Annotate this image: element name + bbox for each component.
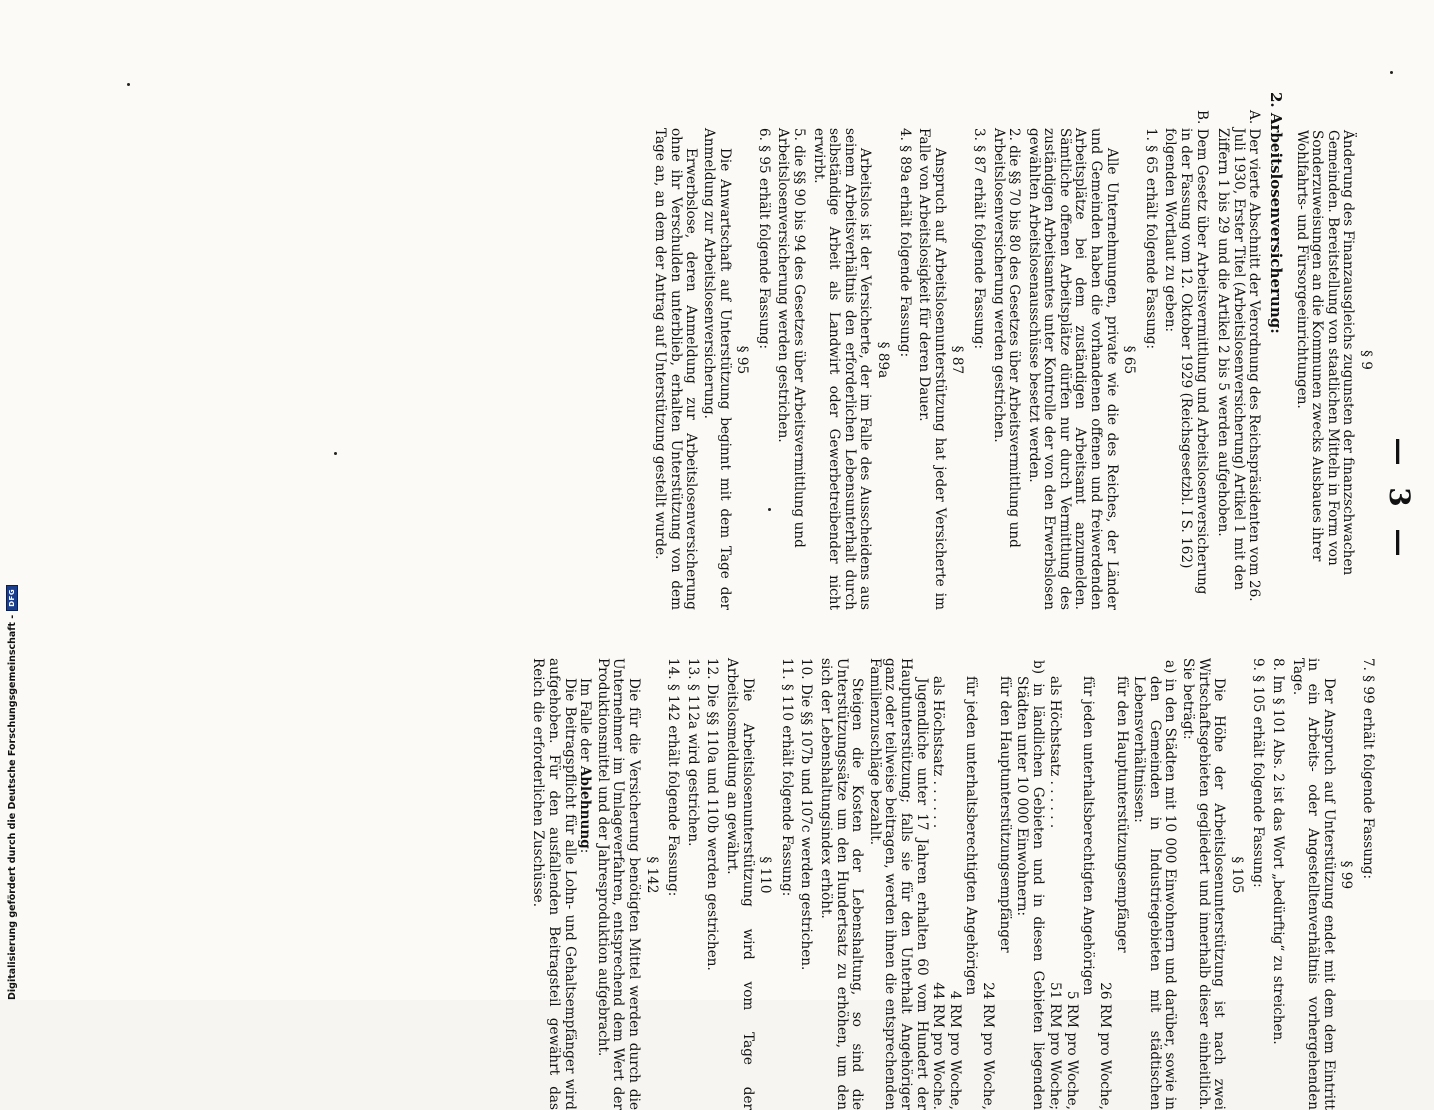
section-title: § 99 (1338, 860, 1355, 890)
rate-value: 5 RM pro Woche, (1063, 990, 1080, 1110)
paragraph: Anspruch auf Arbeitslosenunterstützung hat jeder Versicherte im Falle von Arbeitslosigkeit für deren Dauer. (916, 128, 948, 610)
list-item: 14. § 142 erhält folgende Fassung: (665, 658, 682, 897)
page-number: — 3 — (1383, 437, 1416, 563)
left-column (652, 92, 1379, 610)
list-item: 13. § 112a wird gestrichen. (684, 658, 701, 847)
list-item: 9. § 105 erhält folgende Fassung: (1250, 658, 1267, 888)
paragraph: Die Höhe der Arbeitslosenunterstützung ist nach zwei Wirtschaftsgebieten gegliedert und innerhalb dieser einheitlich. Sie beträgt: (1180, 658, 1228, 1110)
rate-value: 4 RM pro Woche, (946, 990, 963, 1110)
rate-line (979, 640, 995, 1110)
section-title: § 95 (734, 345, 751, 375)
list-item: 3. § 87 erhält folgende Fassung: (970, 128, 987, 350)
rate-line (1097, 640, 1113, 1110)
scan-speck (1390, 71, 1393, 74)
credit-text: Digitalisierung gefördert durch die Deutsche Forschungsgemeinschaft - (6, 614, 18, 1000)
rate-value: 24 RM pro Woche, (979, 982, 996, 1110)
list-item: 5. die §§ 90 bis 94 des Gesetzes über Arbeitsvermittlung und Arbeitslosenversicherung werden gestrichen. (775, 128, 807, 548)
paragraph: Jugendliche unter 17 Jahren erhalten 60 vom Hundert der Hauptunterstützung; falls sie für den Unterhalt Angehöriger ganz oder teilweise beitragen, werden ihnen die entsprechenden Familienzuschläge bezahlt. (866, 658, 930, 1110)
section-title: § 105 (1228, 856, 1245, 894)
section-title: § 89a (874, 341, 891, 379)
sub-item-b: b) in ländlichen Gebieten und in diesen Gebieten liegenden Städten unter 10 000 Einwohnern: (1014, 660, 1046, 1110)
list-item: 10. Die §§ 107b und 107c werden gestrichen. (798, 658, 815, 971)
section-title: § 65 (1121, 345, 1138, 375)
rate-line (1063, 640, 1079, 1110)
scan-speck (334, 452, 337, 455)
list-item: 11. § 110 erhält folgende Fassung: (778, 658, 795, 897)
rate-line (946, 640, 962, 1110)
paragraph: Die Anwartschaft auf Unterstützung beginnt mit dem Tage der Anmeldung zur Arbeitslosenversicherung. (701, 128, 733, 610)
rate-value: 51 RM pro Woche; (1047, 981, 1064, 1110)
text-run: : (577, 848, 594, 854)
rate-line (963, 640, 979, 1110)
section-heading: 2. Arbeitslosenversicherung: (1267, 92, 1286, 334)
rate-line (930, 640, 946, 1110)
scan-speck (768, 508, 771, 511)
paragraph: Arbeitslos ist der Versicherte, der im Falle des Ausscheidens aus seinem Arbeitsverhältnis den erforderlichen Lebensunterhalt durch selbständige Arbeit als Landwirt oder Gewerbetreibender nicht erwirbt. (810, 128, 874, 610)
paragraph: Die für die Versicherung benötigten Mittel werden durch die Unternehmer im Umlageverfahren, entsprechend dem Wert der Produktionsmittel und der Jahresproduktion aufgebracht. (594, 658, 643, 1110)
list-item: 12. Die §§ 110a und 110b werden gestrichen. (704, 658, 721, 971)
rate-value: 26 RM pro Woche, (1097, 982, 1114, 1110)
scan-speck (127, 83, 130, 86)
list-item: 1. § 65 erhält folgende Fassung: (1142, 128, 1159, 350)
paragraph: Die Arbeitslosenunterstützung wird vom Tage der Arbeitslosmeldung an gewährt. (724, 658, 756, 1110)
rate-line (1113, 640, 1129, 1110)
list-item: 7. § 99 erhält folgende Fassung: (1360, 658, 1376, 880)
sub-item-a: a) in den Städten mit 10 000 Einwohnern und darüber, sowie in den Gemeinden in Industriegebieten mit städtischen Lebensverhältnissen: (1131, 660, 1179, 1110)
paragraph: Steigen die Kosten der Lebenshaltung, so sind die Unterstützungssätze um den Hundertsatz zu erhöhen, um den sich der Lebenshaltungsindex erhöht. (818, 658, 866, 1110)
rate-value: 44 RM pro Woche. (930, 982, 947, 1110)
section-title: § 87 (949, 345, 966, 375)
paragraph: Erwerbslose, deren Anmeldung zur Arbeitslosenversicherung ohne ihr Verschulden unterblieb, erhalten Unterstützung von dem Tage an, an dem der Antrag auf Unterstützung gestellt wurde. (652, 128, 700, 610)
right-column (530, 640, 1379, 1110)
rate-line (1080, 640, 1096, 1110)
list-item: 6. § 95 erhält folgende Fassung: (755, 128, 772, 350)
rate-line (996, 640, 1012, 1110)
rate-label: für jeden unterhaltsberechtigten Angehörigen (1080, 676, 1097, 996)
paragraph: Der Anspruch auf Unterstützung endet mit dem dem Eintritt in ein Arbeits- oder Angestelltenverhältnis vorhergehenden Tage. (1289, 658, 1337, 1110)
paragraph: Die Beitragspflicht für alle Lohn- und Gehaltsempfänger wird aufgehoben. Für den ausfallenden Beitragsteil gewährt das Reich die erforderlichen Zuschüsse. (530, 658, 578, 1110)
rate-label: als Höchstsatz . . . . . . (1047, 676, 1064, 829)
section-title: § 142 (643, 856, 660, 894)
emphasis-text: Ablehnung (577, 765, 594, 849)
paragraph (577, 640, 593, 1110)
section-title: § 110 (757, 856, 774, 894)
section-title: § 9 (1358, 350, 1374, 370)
rate-label: als Höchstsatz . . . . . . (930, 676, 947, 829)
digitization-credit (6, 585, 18, 1000)
list-item: 8. Im § 101 Abs. 2 ist das Wort „bedürftig“ zu streichen. (1270, 658, 1287, 1045)
paragraph: Änderung des Finanzausgleichs zugunsten der finanzschwachen Gemeinden. Bereitstellung von staatlichen Mitteln in Form von Sonderzuweisungen an die Kommunen zwecks Ausbaues ihrer Wohlfahrts- und Fürsorgeeinrichtungen. (1293, 130, 1357, 576)
text-run: Im Falle der (577, 678, 594, 766)
dfg-logo: DFG (6, 585, 18, 611)
rate-label: für den Hauptunterstützungsempfänger (1113, 676, 1130, 953)
rate-line (1047, 640, 1063, 1110)
list-item: 2. die §§ 70 bis 80 des Gesetzes über Arbeitsvermittlung und Arbeitslosenversicherung werden gestrichen. (990, 128, 1023, 548)
list-item: 4. § 89a erhält folgende Fassung: (896, 128, 913, 358)
rate-label: für den Hauptunterstützungsempfänger (996, 676, 1013, 953)
paragraph: Alle Unternehmungen, private wie die des Reiches, der Länder und Gemeinden haben die vorhandenen offenen und freiwerdenden Arbeitsplätze bei dem zuständigen Arbeitsamt anzumelden. Sämtliche offenen Arbeitsplätze dürfen nur durch Vermittlung des zuständigen Arbeitsamtes unter Kontrolle der von den Erwerbslosen gewählten Arbeitslosenausschüsse besetzt werden. (1025, 128, 1120, 610)
rate-label: für jeden unterhaltsberechtigten Angehörigen (963, 676, 980, 996)
list-item: A. Der vierte Abschnitt der Verordnung des Reichspräsidenten vom 26. Juli 1930, Erster Titel (Arbeitslosenversicherung) Artikel 1 mit den Ziffern 1 bis 29 und die Artikel 2 bis 5 werden aufgehoben. (1215, 110, 1263, 602)
list-item: B. Dem Gesetz über Arbeitsvermittlung und Arbeitslosenversicherung in der Fassung vom 12. Oktober 1929 (Reichsgesetzbl. I S. 162) folgenden Wortlaut zu geben: (1162, 110, 1210, 595)
